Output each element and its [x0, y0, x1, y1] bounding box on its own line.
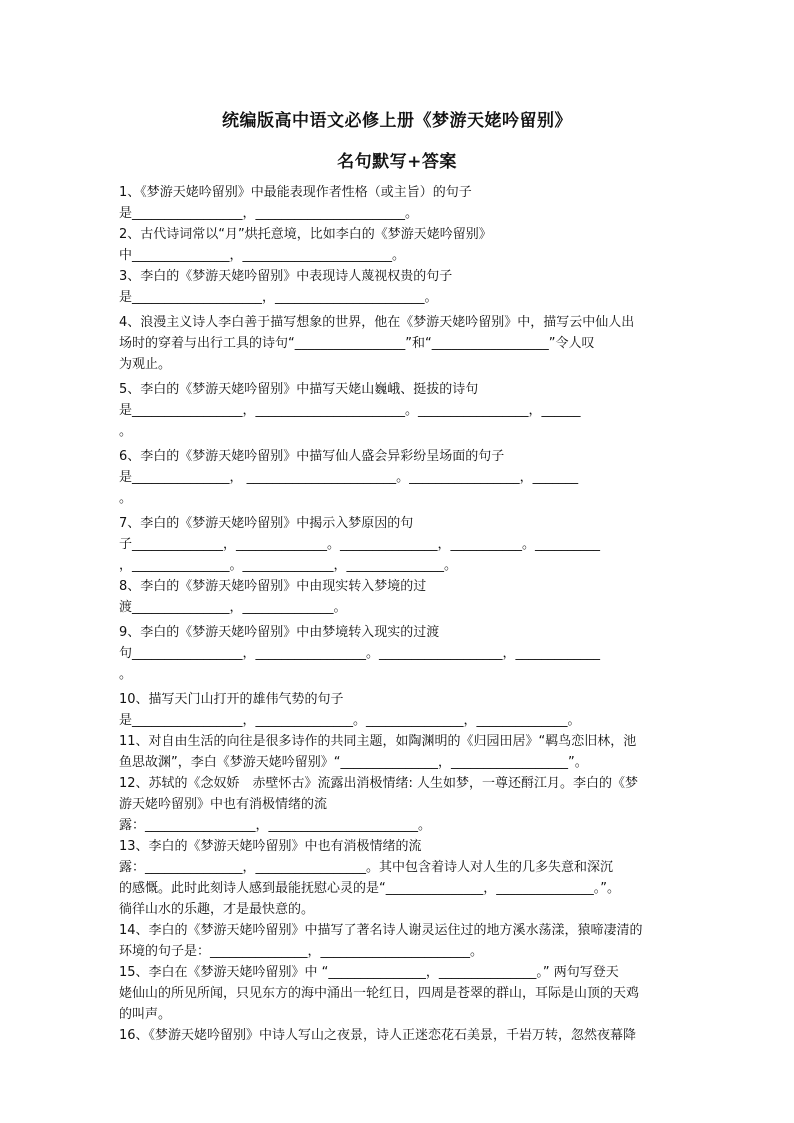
text-line: 9、李白的《梦游天姥吟留别》中由梦境转入现实的过渡: [119, 625, 440, 640]
text-line: 14、李白的《梦游天姥吟留别》中描写了著名诗人谢灵运住过的地方溪水荡漾，猿啼凄清的: [119, 923, 643, 938]
text-line: 7、李白的《梦游天姥吟留别》中揭示入梦原因的句: [119, 516, 414, 531]
text-line: 2、古代诗词常以“月”烘托意境，比如李白的《梦游天姥吟留别》: [119, 227, 492, 242]
document-subtitle: 名句默写+答案: [337, 152, 457, 172]
text-line: 1、《梦游天姥吟留别》中最能表现作者性格（或主旨）的句子: [119, 185, 472, 200]
text-line: 。: [119, 667, 133, 682]
text-line: 场时的穿着与出行工具的诗句“_________________”和“__________________”令人叹: [119, 336, 595, 351]
text-line: 11、对自由生活的向往是很多诗作的共同主题，如陶渊明的《归园田居》“羁鸟恋旧林，池: [119, 734, 637, 749]
text-line: 12、苏轼的《念奴娇 赤壁怀古》流露出消极情绪: 人生如梦，一尊还酹江月。李白的《梦: [119, 776, 639, 791]
text-line: 3、李白的《梦游天姥吟留别》中表现诗人蔑视权贵的句子: [119, 269, 453, 284]
text-line: 6、李白的《梦游天姥吟留别》中描写仙人盛会异彩纷呈场面的句子: [119, 449, 505, 464]
text-line: 是_________________，_______________________。: [119, 206, 418, 221]
text-line: 。: [119, 424, 133, 439]
text-line: 13、李白的《梦游天姥吟留别》中也有消极情绪的流: [119, 839, 422, 854]
text-line: 为观止。: [119, 357, 172, 372]
text-line: 10、描写天门山打开的雄伟气势的句子: [119, 692, 344, 707]
text-line: 鱼思故渊”，李白《梦游天姥吟留别》“_______________，__________________”。: [119, 755, 588, 770]
text-line: 16、《梦游天姥吟留别》中诗人写山之夜景，诗人正迷恋花石美景，千岩万转，忽然夜幕降: [119, 1028, 637, 1043]
text-line: 4、浪漫主义诗人李白善于描写想象的世界，他在《梦游天姥吟留别》中，描写云中仙人出: [119, 315, 635, 330]
text-line: 是_________________，_______________________。_________________，______: [119, 403, 581, 418]
text-line: 句_________________，_________________。___________________，_____________: [119, 646, 600, 661]
text-line: 环境的句子是：_______________，_______________________。: [119, 944, 484, 959]
text-line: 露：_______________，_________________。其中包含着诗人对人生的几多失意和深沉: [119, 860, 614, 875]
text-line: 。: [119, 491, 133, 506]
text-line: 子______________，______________。_______________，___________。__________: [119, 537, 600, 552]
text-line: ，_______________。______________，_______________。: [119, 558, 457, 573]
text-line: 是_______________， _______________________。_________________，_______: [119, 470, 579, 485]
text-line: 5、李白的《梦游天姥吟留别》中描写天姥山巍峨、挺拔的诗句: [119, 382, 479, 397]
question-list: [119, 182, 677, 1046]
text-line: 15、李白在《梦游天姥吟留别》中 “_______________，_______________。” 两句写登天: [119, 965, 619, 980]
text-line: 是_________________，_______________。_______________，______________。: [119, 713, 581, 728]
text-line: 是____________________，_______________________。: [119, 290, 438, 305]
text-line: 露：_________________，_______________________。: [119, 818, 432, 833]
text-line: 的感慨。此时此刻诗人感到最能抚慰心灵的是“_______________，_______________。”。: [119, 881, 620, 896]
text-line: 姥仙山的所见所闻，只见东方的海中涌出一轮红日，四周是苍翠的群山，耳际是山顶的天鸡: [119, 986, 640, 1001]
text-line: 中_______________，_______________________。: [119, 248, 405, 263]
text-line: 游天姥吟留别》中也有消极情绪的流: [119, 797, 328, 812]
document-title: 统编版高中语文必修上册《梦游天姥吟留别》: [222, 111, 572, 131]
text-line: 8、李白的《梦游天姥吟留别》中由现实转入梦境的过: [119, 579, 427, 594]
text-line: 徜徉山水的乐趣，才是最快意的。: [119, 902, 315, 917]
text-line: 的叫声。: [119, 1007, 172, 1022]
text-line: 渡_______________，______________。: [119, 600, 347, 615]
